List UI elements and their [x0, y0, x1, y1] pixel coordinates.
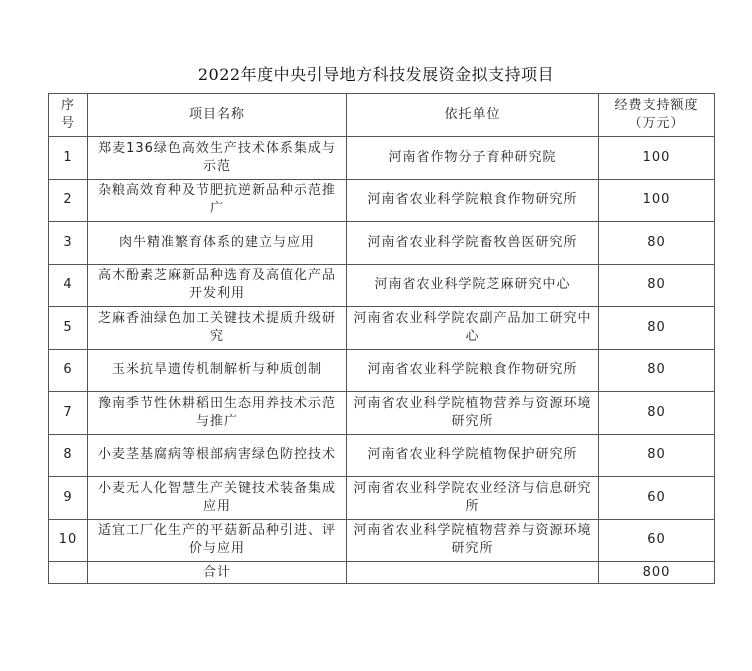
row-no: 1 [49, 137, 88, 180]
row-amount: 80 [599, 222, 715, 265]
document-title: 2022年度中央引导地方科技发展资金拟支持项目 [197, 65, 555, 84]
row-unit: 河南省农业科学院粮食作物研究所 [347, 349, 599, 392]
row-no: 6 [49, 349, 88, 392]
table-row [49, 137, 715, 180]
header-name: 项目名称 [88, 94, 347, 137]
row-name: 杂粮高效育种及节肥抗逆新品种示范推广 [88, 179, 347, 222]
row-amount: 80 [599, 307, 715, 350]
header-amount: 经费支持额度（万元） [599, 94, 715, 137]
row-no: 9 [49, 477, 88, 520]
table-row [49, 307, 715, 350]
row-name: 玉米抗旱遗传机制解析与种质创制 [88, 349, 347, 392]
row-unit: 河南省农业科学院植物保护研究所 [347, 434, 599, 477]
row-name: 郑麦136绿色高效生产技术体系集成与示范 [88, 137, 347, 180]
row-amount: 100 [599, 179, 715, 222]
total-label: 合计 [88, 562, 347, 584]
table-row [49, 264, 715, 307]
row-amount: 100 [599, 137, 715, 180]
row-unit: 河南省农业科学院芝麻研究中心 [347, 264, 599, 307]
row-unit: 河南省农业科学院植物营养与资源环境研究所 [347, 519, 599, 562]
row-no: 8 [49, 434, 88, 477]
table-row [49, 392, 715, 435]
table-row [49, 434, 715, 477]
row-unit: 河南省农业科学院农业经济与信息研究所 [347, 477, 599, 520]
table-row [49, 222, 715, 265]
table-row [49, 477, 715, 520]
row-amount: 80 [599, 264, 715, 307]
header-unit: 依托单位 [347, 94, 599, 137]
row-no: 7 [49, 392, 88, 435]
total-unit-cell [347, 562, 599, 584]
row-amount: 80 [599, 349, 715, 392]
row-amount: 60 [599, 477, 715, 520]
table-row [49, 179, 715, 222]
row-amount: 80 [599, 434, 715, 477]
table-row [49, 349, 715, 392]
row-name: 芝麻香油绿色加工关键技术提质升级研究 [88, 307, 347, 350]
row-unit: 河南省农业科学院畜牧兽医研究所 [347, 222, 599, 265]
row-name: 高木酚素芝麻新品种选育及高值化产品开发利用 [88, 264, 347, 307]
total-amount: 800 [599, 562, 715, 584]
row-name: 肉牛精准繁育体系的建立与应用 [88, 222, 347, 265]
row-amount: 80 [599, 392, 715, 435]
header-no: 序号 [49, 94, 88, 137]
table-row [49, 519, 715, 562]
row-unit: 河南省农业科学院农副产品加工研究中心 [347, 307, 599, 350]
row-no: 5 [49, 307, 88, 350]
row-amount: 60 [599, 519, 715, 562]
total-no-cell [49, 562, 88, 584]
row-name: 小麦茎基腐病等根部病害绿色防控技术 [88, 434, 347, 477]
row-unit: 河南省作物分子育种研究院 [347, 137, 599, 180]
row-no: 4 [49, 264, 88, 307]
row-unit: 河南省农业科学院植物营养与资源环境研究所 [347, 392, 599, 435]
row-unit: 河南省农业科学院粮食作物研究所 [347, 179, 599, 222]
project-table [48, 93, 715, 584]
row-name: 豫南季节性休耕稻田生态用养技术示范与推广 [88, 392, 347, 435]
row-no: 3 [49, 222, 88, 265]
row-no: 2 [49, 179, 88, 222]
row-name: 小麦无人化智慧生产关键技术装备集成应用 [88, 477, 347, 520]
table-header-row [49, 94, 715, 137]
row-name: 适宜工厂化生产的平菇新品种引进、评价与应用 [88, 519, 347, 562]
total-row [49, 562, 715, 584]
row-no: 10 [49, 519, 88, 562]
